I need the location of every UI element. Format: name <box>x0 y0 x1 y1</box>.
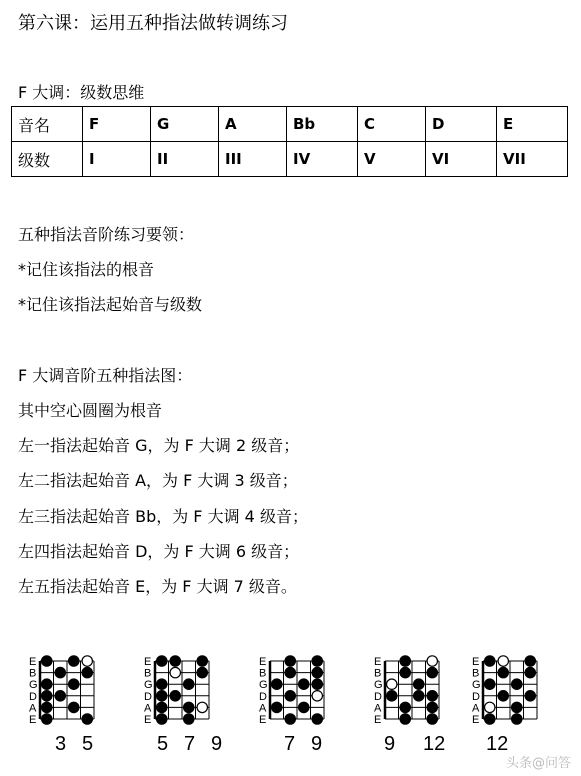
root-note-dot <box>485 702 495 712</box>
finger-dot <box>184 679 194 689</box>
finger-dot <box>485 714 495 724</box>
string-label: G <box>259 679 268 692</box>
finger-dot <box>400 667 410 677</box>
string-label: E <box>374 714 382 726</box>
finger-dot <box>498 691 508 701</box>
finger-dot <box>312 667 322 677</box>
fret-number: 12 <box>486 733 509 755</box>
finger-dot <box>387 691 397 701</box>
finger-dot <box>69 656 79 666</box>
finger-dot <box>299 702 309 712</box>
finger-dot <box>272 702 282 712</box>
string-label: B <box>29 667 37 680</box>
finger-dot <box>55 667 65 677</box>
degree-cell: VII <box>497 142 568 177</box>
string-label: E <box>259 656 267 668</box>
finger-dot <box>427 702 437 712</box>
fingering-line: 左三指法起始音 Bb，为 F 大调 4 级音； <box>18 507 308 526</box>
string-label: D <box>144 690 152 703</box>
root-note-dot <box>427 656 437 666</box>
finger-dot <box>184 702 194 712</box>
string-label: G <box>29 679 38 692</box>
fret-number: 9 <box>211 733 223 755</box>
practice-point: *记住该指法起始音与级数 <box>18 295 203 314</box>
finger-dot <box>69 702 79 712</box>
finger-dot <box>42 656 52 666</box>
finger-dot <box>512 679 522 689</box>
root-note-explanation: 其中空心圆圈为根音 <box>18 401 163 420</box>
degree-cell: I <box>83 142 151 177</box>
practice-heading: 五种指法音阶练习要领： <box>18 225 195 244</box>
root-note-dot <box>82 656 92 666</box>
fret-number: 9 <box>311 733 323 755</box>
finger-dot <box>42 714 52 724</box>
fret-number: 7 <box>284 733 296 755</box>
degree-cell: II <box>151 142 219 177</box>
note-cell: D <box>426 107 497 142</box>
string-label: B <box>374 667 382 680</box>
string-label: E <box>472 656 480 668</box>
string-label: D <box>472 690 480 703</box>
note-cell: E <box>497 107 568 142</box>
fret-number: 7 <box>184 733 196 755</box>
finger-dot <box>400 656 410 666</box>
finger-dot <box>285 691 295 701</box>
string-label: D <box>259 690 267 703</box>
finger-dot <box>157 679 167 689</box>
finger-dot <box>157 656 167 666</box>
string-label: E <box>374 656 382 668</box>
finger-dot <box>414 691 424 701</box>
string-label: G <box>144 679 153 692</box>
finger-dot <box>400 702 410 712</box>
row-label: 级数 <box>12 142 83 177</box>
root-note-dot <box>197 702 207 712</box>
fingering-line: 左一指法起始音 G，为 F 大调 2 级音； <box>18 436 300 455</box>
finger-dot <box>82 714 92 724</box>
page-title: 第六课：运用五种指法做转调练习 <box>18 13 288 34</box>
string-label: E <box>259 714 267 726</box>
finger-dot <box>157 702 167 712</box>
degree-cell: V <box>358 142 426 177</box>
string-label: A <box>29 702 37 715</box>
string-label: G <box>472 679 481 692</box>
string-label: D <box>29 690 37 703</box>
fret-number: 9 <box>384 733 396 755</box>
finger-dot <box>400 714 410 724</box>
fret-number: 5 <box>157 733 169 755</box>
finger-dot <box>312 679 322 689</box>
string-label: A <box>374 702 382 715</box>
note-cell: Bb <box>287 107 358 142</box>
string-label: E <box>29 656 37 668</box>
fret-number: 5 <box>82 733 94 755</box>
root-note-dot <box>170 667 180 677</box>
string-label: G <box>374 679 383 692</box>
finger-dot <box>55 691 65 701</box>
string-label: E <box>472 714 480 726</box>
finger-dot <box>184 714 194 724</box>
finger-dot <box>157 714 167 724</box>
root-note-dot <box>312 691 322 701</box>
finger-dot <box>285 656 295 666</box>
finger-dot <box>525 667 535 677</box>
string-label: E <box>144 714 152 726</box>
finger-dot <box>512 702 522 712</box>
watermark: 头条@问答 <box>505 756 571 771</box>
finger-dot <box>427 667 437 677</box>
string-label: B <box>472 667 480 680</box>
finger-dot <box>312 714 322 724</box>
finger-dot <box>157 691 167 701</box>
string-label: B <box>144 667 152 680</box>
finger-dot <box>197 667 207 677</box>
string-label: A <box>472 702 480 715</box>
note-cell: F <box>83 107 151 142</box>
finger-dot <box>197 656 207 666</box>
finger-dot <box>299 679 309 689</box>
finger-dot <box>170 691 180 701</box>
degree-cell: III <box>219 142 287 177</box>
finger-dot <box>42 702 52 712</box>
degree-cell: VI <box>426 142 497 177</box>
fingering-line: 左二指法起始音 A，为 F 大调 3 级音； <box>18 471 298 490</box>
finger-dot <box>525 656 535 666</box>
finger-dot <box>285 714 295 724</box>
practice-point: *记住该指法的根音 <box>18 260 155 279</box>
finger-dot <box>312 656 322 666</box>
fingering-line: 左五指法起始音 E，为 F 大调 7 级音。 <box>18 577 297 596</box>
finger-dot <box>498 667 508 677</box>
note-cell: G <box>151 107 219 142</box>
root-note-dot <box>387 679 397 689</box>
row-label: 音名 <box>12 107 83 142</box>
finger-dot <box>285 667 295 677</box>
finger-dot <box>414 679 424 689</box>
finger-dot <box>485 656 495 666</box>
string-label: B <box>259 667 267 680</box>
finger-dot <box>82 667 92 677</box>
string-label: A <box>144 702 152 715</box>
fret-number: 3 <box>55 733 67 755</box>
finger-dot <box>427 714 437 724</box>
note-cell: A <box>219 107 287 142</box>
degree-cell: IV <box>287 142 358 177</box>
finger-dot <box>525 691 535 701</box>
finger-dot <box>42 679 52 689</box>
string-label: D <box>374 690 382 703</box>
finger-dot <box>485 679 495 689</box>
string-label: A <box>259 702 267 715</box>
finger-dot <box>512 714 522 724</box>
fret-number: 12 <box>423 733 446 755</box>
finger-dot <box>427 691 437 701</box>
fingering-line: 左四指法起始音 D，为 F 大调 6 级音； <box>18 542 300 561</box>
string-label: E <box>144 656 152 668</box>
root-note-dot <box>498 656 508 666</box>
fingering-heading: F 大调音阶五种指法图： <box>18 366 193 385</box>
note-cell: C <box>358 107 426 142</box>
key-heading: F 大调：级数思维 <box>18 83 145 102</box>
finger-dot <box>272 679 282 689</box>
finger-dot <box>42 691 52 701</box>
string-label: E <box>29 714 37 726</box>
finger-dot <box>170 656 180 666</box>
finger-dot <box>69 679 79 689</box>
